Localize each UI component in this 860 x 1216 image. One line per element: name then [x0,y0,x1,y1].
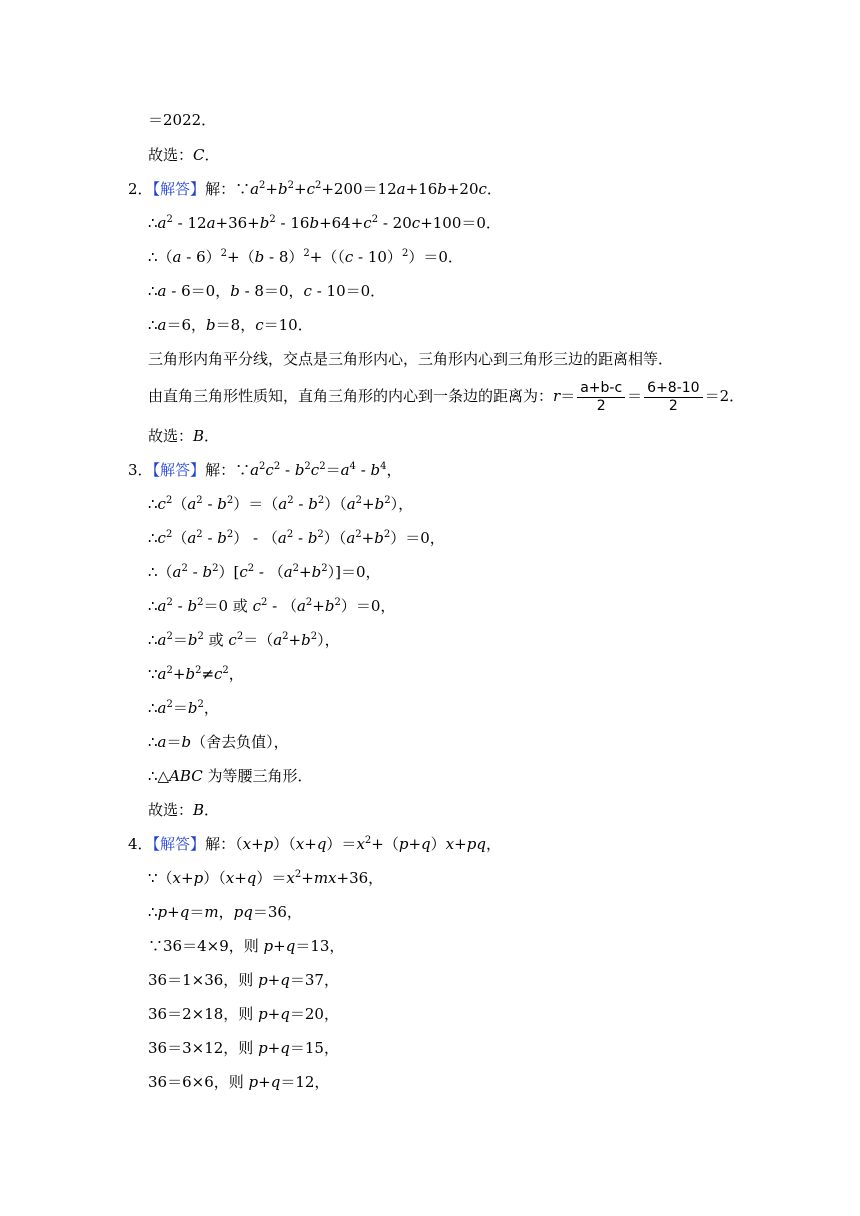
text-line-with-fraction: 由直角三角形性质知，直角三角形的内心到一条边的距离为：r＝ $\frac{a+b-c}{2}$ ＝ $\frac{6+8-10}{2}$ ＝2． [148,379,745,414]
equation-line: ∴a - 6＝0，b - 8＝0，c - 10＝0． [148,282,386,300]
equation-line: ∴a＝b（舍去负值）， [148,733,289,751]
problem-2-heading: 2．【解答】解：$\because a^2+b^2+c^2+200=12a+16b+20c$． [128,180,502,198]
answer-label: 【解答】 [152,461,206,479]
equation-line: 36＝2×18，则 p+q＝20， [148,1005,339,1023]
text-line: 三角形内角平分线，交点是三角形内心，三角形内心到三角形三边的距离相等． [148,350,674,368]
fraction: $\frac{6+8-10}{2}$ [644,380,702,415]
equation-line: $\therefore a^2=b^2$ 或 $c^2=(a^2+b^2)$， [148,631,340,649]
choice-line: 故选：C． [148,146,220,164]
problem-4-heading: 4．【解答】解：$(x+p)(x+q)=x^2+(p+q)x+pq$， [128,835,501,853]
equation-line: ∴a＝6，b＝8，c＝10． [148,316,313,334]
equation-line: $\therefore a^2=b^2$， [148,699,219,717]
problem-3-heading: 3．【解答】解：$\because a^2c^2 - b^2c^2=a^4 - b^4$， [128,461,402,479]
equation-line: ∴△ABC 为等腰三角形． [148,767,313,785]
equation-line: 36＝1×36，则 p+q＝37， [148,971,339,989]
equation-line: $\therefore c^2(a^2 - b^2)=(a^2 - b^2)(a^2+b^2)$， [148,495,414,513]
answer-label: 【解答】 [152,835,206,853]
equation-line: ∵36＝4×9，则 p+q＝13， [148,937,345,955]
choice-line: 故选：B． [148,427,220,445]
equation-line: $\because(x+p)(x+q)=x^2+mx+36$， [148,869,384,887]
equation-line: $\therefore a^2 - b^2=0$ 或 $c^2 - (a^2+b^2)=0$， [148,597,396,615]
equation-line: ＝2022． [148,111,217,129]
equation-line: $\therefore(a^2 - b^2)[c^2 - (a^2+b^2)]=0$， [148,563,381,581]
equation-line: $\therefore a^2 - 12a+36+b^2 - 16b+64+c^2 - 20c+100=0$． [148,214,501,232]
equation-line: $\because a^2+b^2\ne c^2$， [148,665,244,683]
equation-line: $\therefore c^2(a^2 - b^2) - (a^2 - b^2)(a^2+b^2)=0$， [148,529,445,547]
equation-line: 36＝3×12，则 p+q＝15， [148,1039,339,1057]
answer-label: 【解答】 [152,180,206,198]
equation-line: 36＝6×6，则 p+q＝12， [148,1073,330,1091]
fraction: $\frac{a+b-c}{2}$ [577,380,625,415]
equation-line: ∴（a - 6）$^2$+（b - 8）$^2$+（（c - 10）$^2$）＝0． [148,248,463,266]
equation-line: ∴p+q＝m，pq＝36， [148,903,302,921]
choice-line: 故选：B． [148,801,220,819]
